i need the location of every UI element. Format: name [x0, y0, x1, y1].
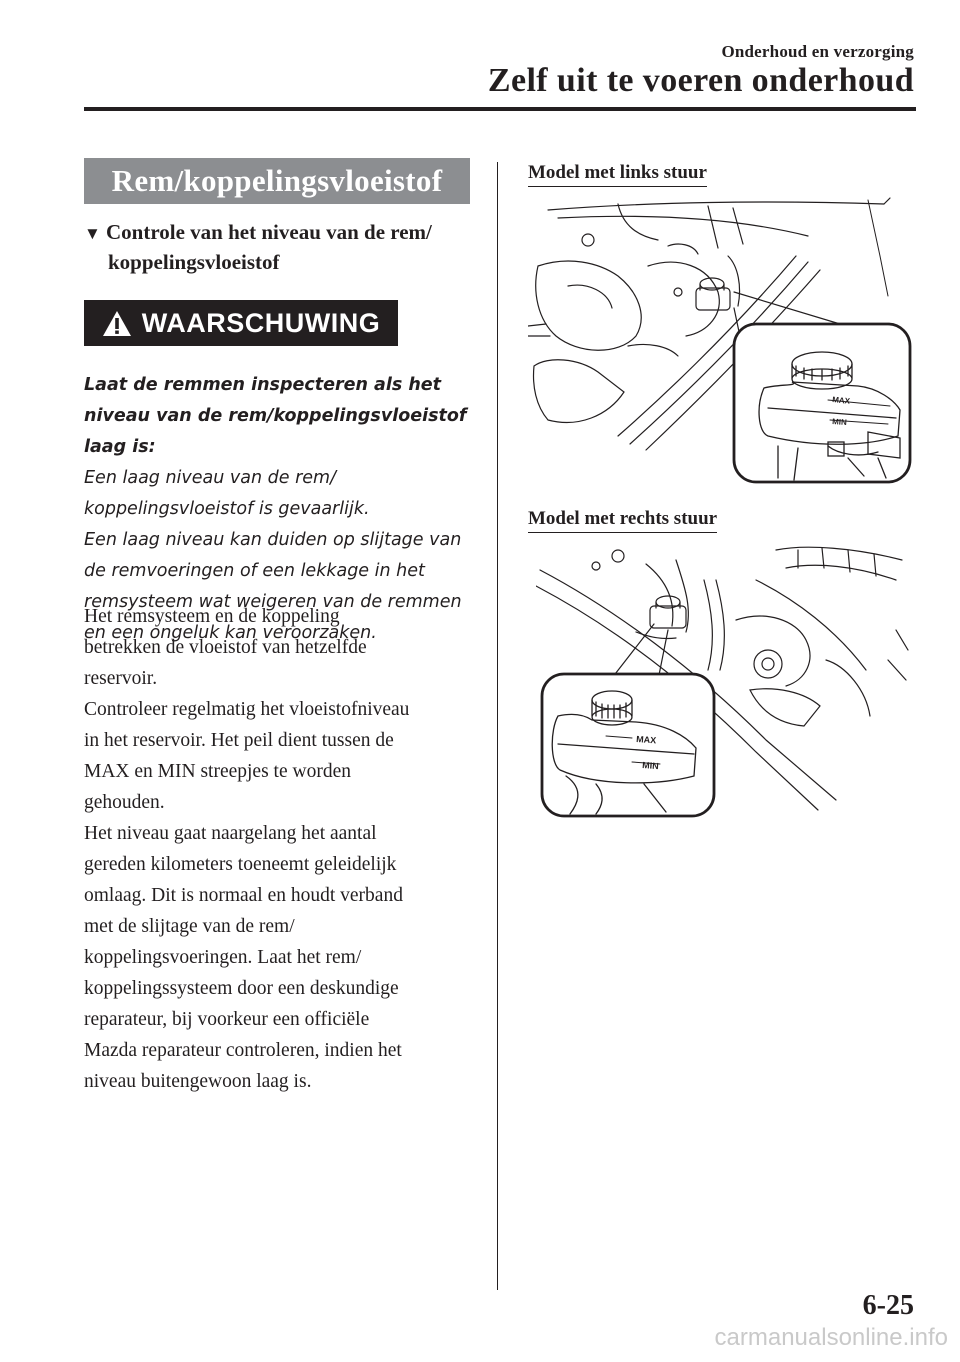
warning-line: en een ongeluk kan veroorzaken. — [84, 623, 377, 643]
engine-bay-lhd-illustration — [528, 196, 916, 488]
body-line: gehouden. — [84, 792, 165, 813]
subheading-line1: Controle van het niveau van de rem/ — [106, 220, 432, 244]
column-divider — [497, 162, 498, 1290]
subheading — [84, 218, 484, 276]
body-line: gereden kilometers toeneemt geleidelijk — [84, 854, 397, 875]
body-line: koppelingsvoeringen. Laat het rem/ — [84, 947, 362, 968]
warning-banner — [84, 300, 398, 346]
body-text — [84, 601, 484, 1097]
warning-line: remsysteem wat weigeren van de remmen — [84, 592, 462, 612]
body-line: in het reservoir. Het peil dient tussen de — [84, 730, 394, 751]
body-line: Mazda reparateur controleren, indien het — [84, 1040, 402, 1061]
header-rule — [84, 107, 916, 111]
warning-label: WAARSCHUWING — [141, 307, 381, 338]
body-line: Het remsysteem en de koppeling — [84, 606, 340, 627]
body-line: koppelingssysteem door een deskundige — [84, 978, 399, 999]
figure-caption-rhd: Model met rechts stuur — [528, 508, 717, 533]
warning-line: Een laag niveau van de rem/ — [84, 468, 336, 488]
subheading-line2: koppelingsvloeistof — [108, 250, 280, 274]
warning-icon — [102, 310, 132, 337]
page-number: 6-25 — [862, 1290, 914, 1321]
figure-caption-lhd: Model met links stuur — [528, 162, 707, 187]
section-title: Rem/koppelingsvloeistof — [84, 158, 470, 204]
warning-line: koppelingsvloeistof is gevaarlijk. — [84, 499, 370, 519]
max-mark-lhd: MAX — [831, 395, 851, 406]
body-line: reparateur, bij voorkeur een officiële — [84, 1009, 370, 1030]
min-mark-lhd: MIN — [831, 417, 848, 428]
body-line: met de slijtage van de rem/ — [84, 916, 295, 937]
min-mark-rhd: MIN — [641, 760, 660, 772]
body-line: Het niveau gaat naargelang het aantal — [84, 823, 377, 844]
body-line: reservoir. — [84, 668, 158, 689]
warning-lead: Laat de remmen inspecteren als het niveau van de rem/koppelingsvloeistof laag is: — [84, 375, 467, 457]
engine-bay-rhd-illustration — [536, 540, 912, 824]
body-line: betrekken de vloeistof van hetzelfde — [84, 637, 367, 658]
max-mark-rhd: MAX — [635, 734, 657, 746]
body-line: MAX en MIN streepjes te worden — [84, 761, 351, 782]
body-line: omlaag. Dit is normaal en houdt verband — [84, 885, 403, 906]
watermark: carmanualsonline.info — [714, 1324, 948, 1351]
page-title: Zelf uit te voeren onderhoud — [487, 62, 914, 99]
triangle-down-icon: ▼ — [84, 224, 101, 243]
body-line: niveau buitengewoon laag is. — [84, 1071, 312, 1092]
body-line: Controleer regelmatig het vloeistofniveau — [84, 699, 410, 720]
chapter-label: Onderhoud en verzorging — [721, 42, 914, 61]
warning-line: de remvoeringen of een lekkage in het — [84, 561, 425, 581]
warning-line: Een laag niveau kan duiden op slijtage van — [84, 530, 462, 550]
